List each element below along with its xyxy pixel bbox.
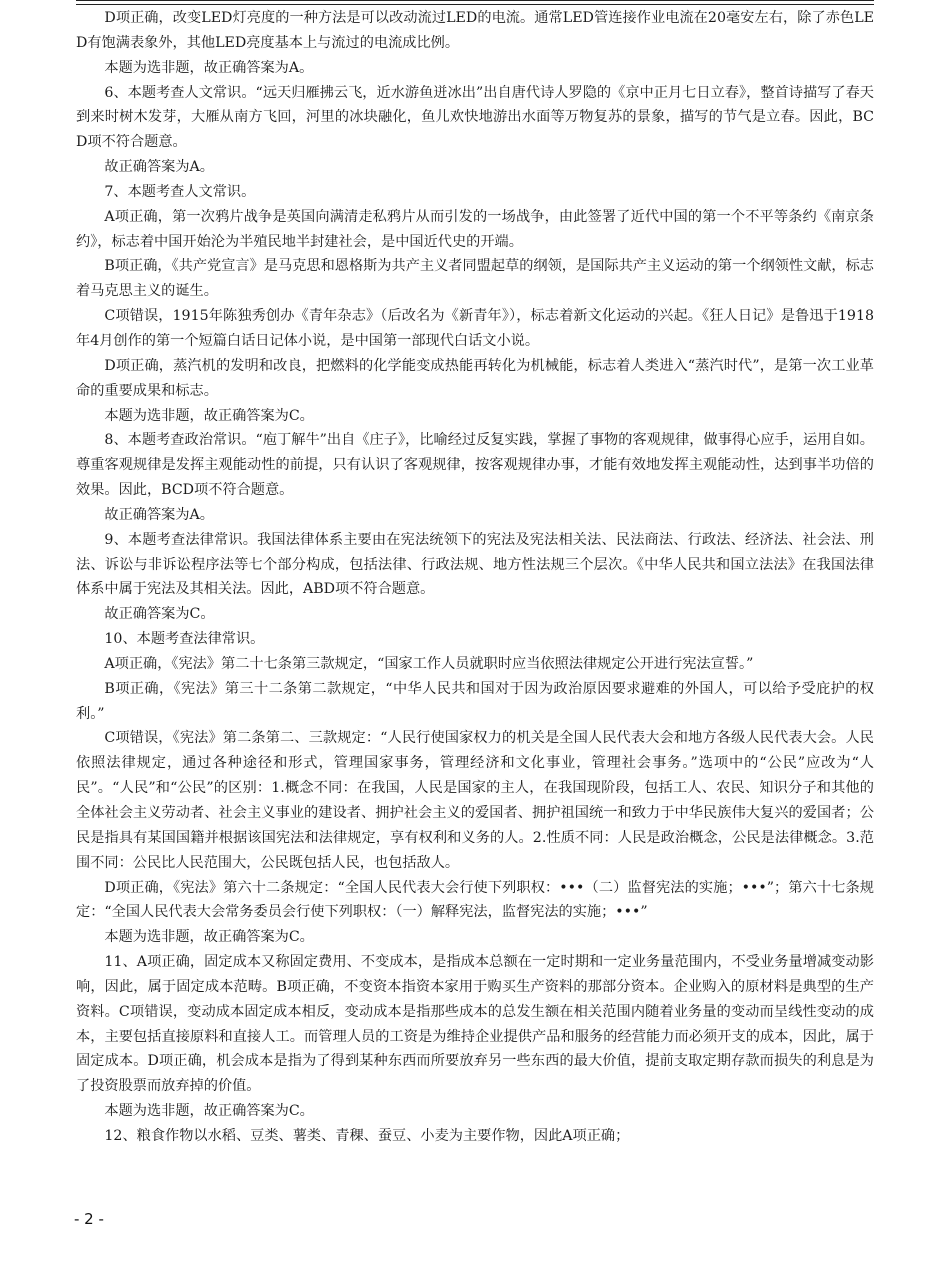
paragraph: 7、本题考查人文常识。 <box>104 183 256 200</box>
page-number: - 2 - <box>74 1210 104 1228</box>
paragraph: 8、本题考查政治常识。“庖丁解牛”出自《庄子》，比喻经过反复实践，掌握了事物的客观规律，做事得心应手，运用自如。尊重客观规律是发挥主观能动性的前提，只有认识了客观规律，按客观规律办事，才能有效地发挥主观能动性，达到事半功倍的效果。因此，BCD项不符合题意。 <box>76 432 874 499</box>
paragraph: 故正确答案为A。 <box>104 506 214 523</box>
paragraph: 本题为选非题，故正确答案为A。 <box>104 59 314 76</box>
paragraph: 12、粮食作物以水稻、豆类、薯类、青稞、蚕豆、小麦为主要作物，因此A项正确； <box>104 1127 630 1144</box>
paragraph: 6、本题考查人文常识。“远天归雁拂云飞，近水游鱼迸冰出”出自唐代诗人罗隐的《京中正月七日立春》，整首诗描写了春天到来时树木发芽，大雁从南方飞回，河里的冰块融化，鱼儿欢快地游出水面等万物复苏的景象，描写的节气是立春。因此，BCD项不符合题意。 <box>76 84 874 151</box>
paragraph: A项正确，《宪法》第二十七条第三款规定，“国家工作人员就职时应当依照法律规定公开进行宪法宣誓。” <box>104 655 754 672</box>
paragraph: C项错误，《宪法》第二条第二、三款规定：“人民行使国家权力的机关是全国人民代表大会和地方各级人民代表大会。人民依照法律规定，通过各种途径和形式，管理国家事务，管理经济和文化事业，管理社会事务。”选项中的“公民”应改为“人民”。“人民”和“公民”的区别：1.概念不同：在我国，人民是国家的主人，在我国现阶段，包括工人、农民、知识分子和其他的全体社会主义劳动者、社会主义事业的建设者、拥护社会主义的爱国者、拥护祖国统一和致力于中华民族伟大复兴的爱国者；公民是指具有某国国籍并根据该国宪法和法律规定，享有权利和义务的人。2.性质不同：人民是政治概念，公民是法律概念。3.范围不同：公民比人民范围大，公民既包括人民，也包括敌人。 <box>76 730 874 871</box>
paragraph: A项正确，第一次鸦片战争是英国向满清走私鸦片从而引发的一场战争，由此签署了近代中国的第一个不平等条约《南京条约》，标志着中国开始沦为半殖民地半封建社会，是中国近代史的开端。 <box>76 208 874 250</box>
paragraph: D项正确，改变LED灯亮度的一种方法是可以改动流过LED的电流。通常LED管连接作业电流在20毫安左右，除了赤色LED有饱满表象外，其他LED亮度基本上与流过的电流成比例。 <box>76 10 874 51</box>
paragraph: 本题为选非题，故正确答案为C。 <box>104 1103 314 1120</box>
paragraph: B项正确，《共产党宣言》是马克思和恩格斯为共产主义者同盟起草的纲领，是国际共产主义运动的第一个纲领性文献，标志着马克思主义的诞生。 <box>76 258 874 300</box>
paragraph: 故正确答案为C。 <box>104 606 215 623</box>
paragraph: 10、本题考查法律常识。 <box>104 631 265 648</box>
paragraph: D项正确，蒸汽机的发明和改良，把燃料的化学能变成热能再转化为机械能，标志着人类进入“蒸汽时代”，是第一次工业革命的重要成果和标志。 <box>76 357 874 399</box>
paragraph: 9、本题考查法律常识。我国法律体系主要由在宪法统领下的宪法及宪法相关法、民法商法、行政法、经济法、社会法、刑法、诉讼与非诉讼程序法等七个部分构成，包括法律、行政法规、地方性法规三个层次。《中华人民共和国立法法》在我国法律体系中属于宪法及其相关法。因此，ABD项不符合题意。 <box>76 531 874 598</box>
paragraph: 本题为选非题，故正确答案为C。 <box>104 407 314 424</box>
paragraph: 本题为选非题，故正确答案为C。 <box>104 929 314 946</box>
paragraph: 11、A项正确，固定成本又称固定费用、不变成本，是指成本总额在一定时期和一定业务量范围内，不受业务量增减变动影响，因此，属于固定成本范畴。B项正确，不变资本指资本家用于购买生产资料的那部分资本。企业购入的原材料是典型的生产资料。C项错误，变动成本固定成本相反，变动成本是指那些成本的总发生额在相关范围内随着业务量的变动而呈线性变动的成本，主要包括直接原料和直接人工。而管理人员的工资是为维持企业提供产品和服务的经营能力而必须开支的成本，因此，属于固定成本。D项正确，机会成本是指为了得到某种东西而所要放弃另一些东西的最大价值，提前支取定期存款而损失的利息是为了投资股票而放弃掉的价值。 <box>76 954 874 1095</box>
header-rule <box>76 0 874 5</box>
page-content <box>76 6 874 1149</box>
paragraph: C项错误，1915年陈独秀创办《青年杂志》（后改名为《新青年》），标志着新文化运动的兴起。《狂人日记》是鲁迅于1918年4月创作的第一个短篇白话日记体小说，是中国第一部现代白话文小说。 <box>76 308 874 349</box>
paragraph: 故正确答案为A。 <box>104 159 214 176</box>
paragraph: D项正确，《宪法》第六十二条规定：“全国人民代表大会行使下列职权：•••（二）监督宪法的实施；•••”；第六十七条规定：“全国人民代表大会常务委员会行使下列职权：（一）解释宪法，监督宪法的实施；•••” <box>76 879 874 921</box>
paragraph: B项正确，《宪法》第三十二条第二款规定，“中华人民共和国对于因为政治原因要求避难的外国人，可以给予受庇护的权利。” <box>76 680 874 722</box>
